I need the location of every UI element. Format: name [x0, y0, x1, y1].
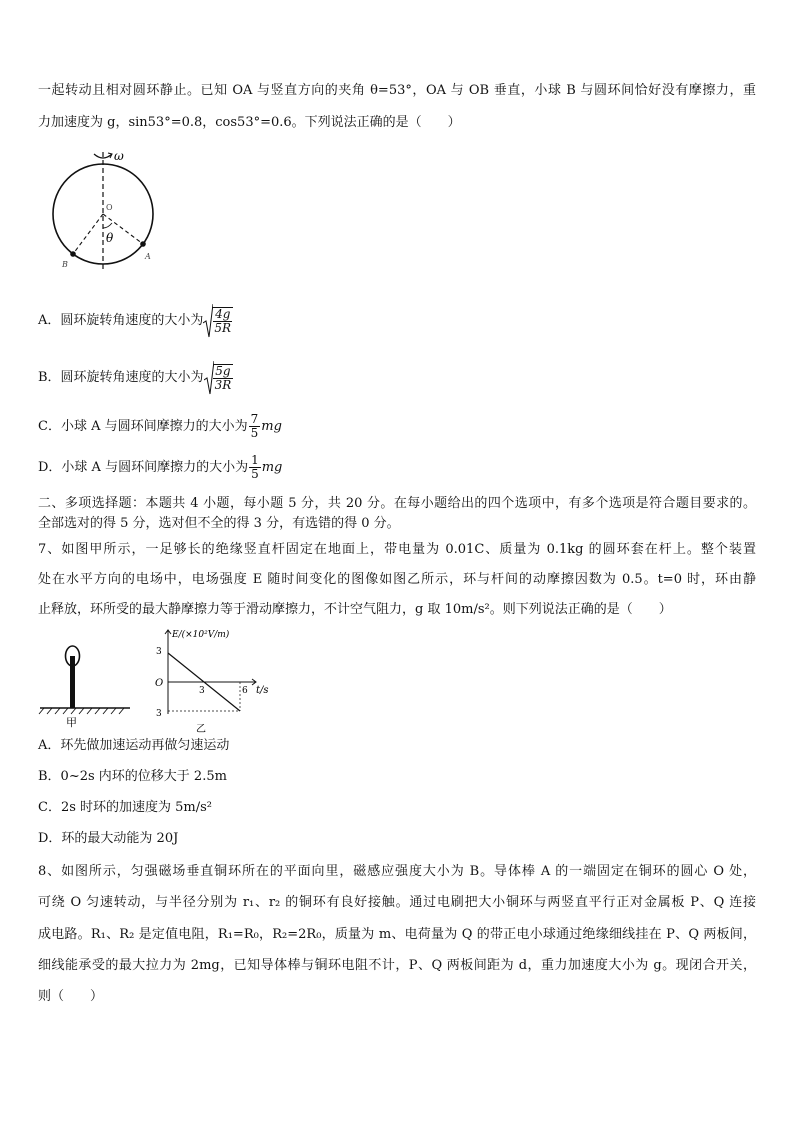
section2-line-2: 全部选对的得 5 分，选对但不全的得 3 分，有选错的得 0 分。: [38, 516, 400, 531]
q6-option-d[interactable]: [38, 454, 282, 481]
q6-ring-figure: [48, 146, 160, 270]
label-jia: 甲: [66, 716, 77, 728]
q8-stem-line-2: 可绕 O 匀速转动，与半径分别为 r₁、r₂ 的铜环有良好接触。通过电刷把大小铜环与两竖直平行正对金属板 P、Q 连接: [38, 895, 756, 910]
ball-a: [140, 241, 146, 247]
fraction-denominator: 5: [250, 426, 259, 440]
fraction-denominator: 3R: [214, 378, 232, 392]
theta-label: θ: [106, 231, 114, 245]
vertical-rod: [70, 656, 75, 708]
section2-line-1: 二、多项选择题：本题共 4 小题，每小题 5 分，共 20 分。在每小题给出的四个选项中，有多个选项是符合题目要求的。: [38, 496, 756, 511]
q7-et-graph: [150, 626, 280, 736]
theta-arc: [103, 223, 112, 228]
fraction-numerator: 1: [251, 453, 259, 467]
q6-option-b[interactable]: [38, 360, 234, 396]
q7-option-a[interactable]: A．环先做加速运动再做匀速运动: [38, 738, 230, 753]
fraction: [249, 454, 261, 481]
q6-stem-line-1: 一起转动且相对圆环静止。已知 OA 与竖直方向的夹角 θ=53°，OA 与 OB 垂直，小球 B 与圆环间恰好没有摩擦力，重: [38, 83, 756, 98]
option-b-text: B．圆环旋转角速度的大小为: [38, 370, 204, 385]
q7-rod-figure: [36, 638, 136, 728]
fraction-numerator: 7: [250, 412, 259, 426]
ground-hatching: [39, 708, 124, 714]
fraction: [249, 413, 261, 440]
q7-option-c[interactable]: C．2s 时环的加速度为 5m/s²: [38, 800, 213, 815]
tick-x-mid: 3: [199, 686, 205, 696]
omega-label: ω: [114, 149, 124, 163]
radius-ob: [73, 214, 103, 254]
label-b: B: [62, 260, 68, 269]
fraction-denominator: 5R: [214, 321, 232, 335]
q8-stem-line-5: 则（ ）: [38, 989, 104, 1004]
option-d-text: D．小球 A 与圆环间摩擦力的大小为: [38, 459, 249, 475]
q7-stem-line-2: 处在水平方向的电场中，电场强度 E 随时间变化的图像如图乙所示，环与杆间的动摩擦因数为 0.5。t=0 时，环由静: [38, 572, 756, 587]
fraction-numerator: 5g: [215, 364, 231, 378]
tick-y-top: 3: [156, 647, 162, 657]
tick-x-end: 6: [242, 686, 248, 696]
q7-stem-line-3: 止释放，环所受的最大静摩擦力等于滑动摩擦力，不计空气阻力，g 取 10m/s²。则下列说法正确的是（ ）: [38, 602, 672, 617]
sqrt-expression: [204, 360, 235, 396]
q8-stem-line-1: 8、如图所示，匀强磁场垂直铜环所在的平面向里，磁感应强度大小为 B。导体棒 A 的一端固定在铜环的圆心 O 处，: [38, 864, 756, 879]
q7-option-b[interactable]: B．0~2s 内环的位移大于 2.5m: [38, 769, 227, 784]
option-c-text: C．小球 A 与圆环间摩擦力的大小为: [38, 418, 248, 434]
label-o: O: [106, 203, 113, 212]
label-a: A: [145, 252, 151, 261]
tick-y-bottom: 3: [156, 709, 162, 719]
label-yi: 乙: [196, 724, 206, 735]
option-c-tail: mg: [261, 418, 282, 434]
q8-stem-line-3: 成电路。R₁、R₂ 是定值电阻，R₁=R₀，R₂=2R₀，质量为 m、电荷量为 Q 的带正电小球通过绝缘细线挂在 P、Q 两板间，: [38, 927, 756, 942]
option-a-text: A．圆环旋转角速度的大小为: [38, 313, 204, 328]
q8-stem-line-4: 细线能承受的最大拉力为 2mg，已知导体棒与铜环电阻不计，P、Q 两板间距为 d，重力加速度大小为 g。现闭合开关，: [38, 958, 756, 973]
q6-option-a[interactable]: [38, 303, 234, 339]
q6-option-c[interactable]: [38, 413, 282, 440]
q7-stem-line-1: 7、如图甲所示，一足够长的绝缘竖直杆固定在地面上，带电量为 0.01C、质量为 0.1kg 的圆环套在杆上。整个装置: [38, 542, 756, 557]
q7-option-d[interactable]: D．环的最大动能为 20J: [38, 831, 179, 846]
option-d-tail: mg: [261, 459, 283, 475]
x-axis-label: t/s: [256, 685, 269, 696]
fraction-numerator: 4g: [215, 307, 231, 321]
ball-b: [70, 251, 76, 257]
origin-label: O: [155, 678, 164, 689]
sqrt-expression: [203, 303, 234, 339]
fraction-denominator: 5: [251, 467, 259, 481]
y-axis-label: E/(×10²V/m): [172, 630, 230, 640]
q6-stem-line-2: 力加速度为 g，sin53°=0.8，cos53°=0.6。下列说法正确的是（ ）: [38, 115, 461, 130]
